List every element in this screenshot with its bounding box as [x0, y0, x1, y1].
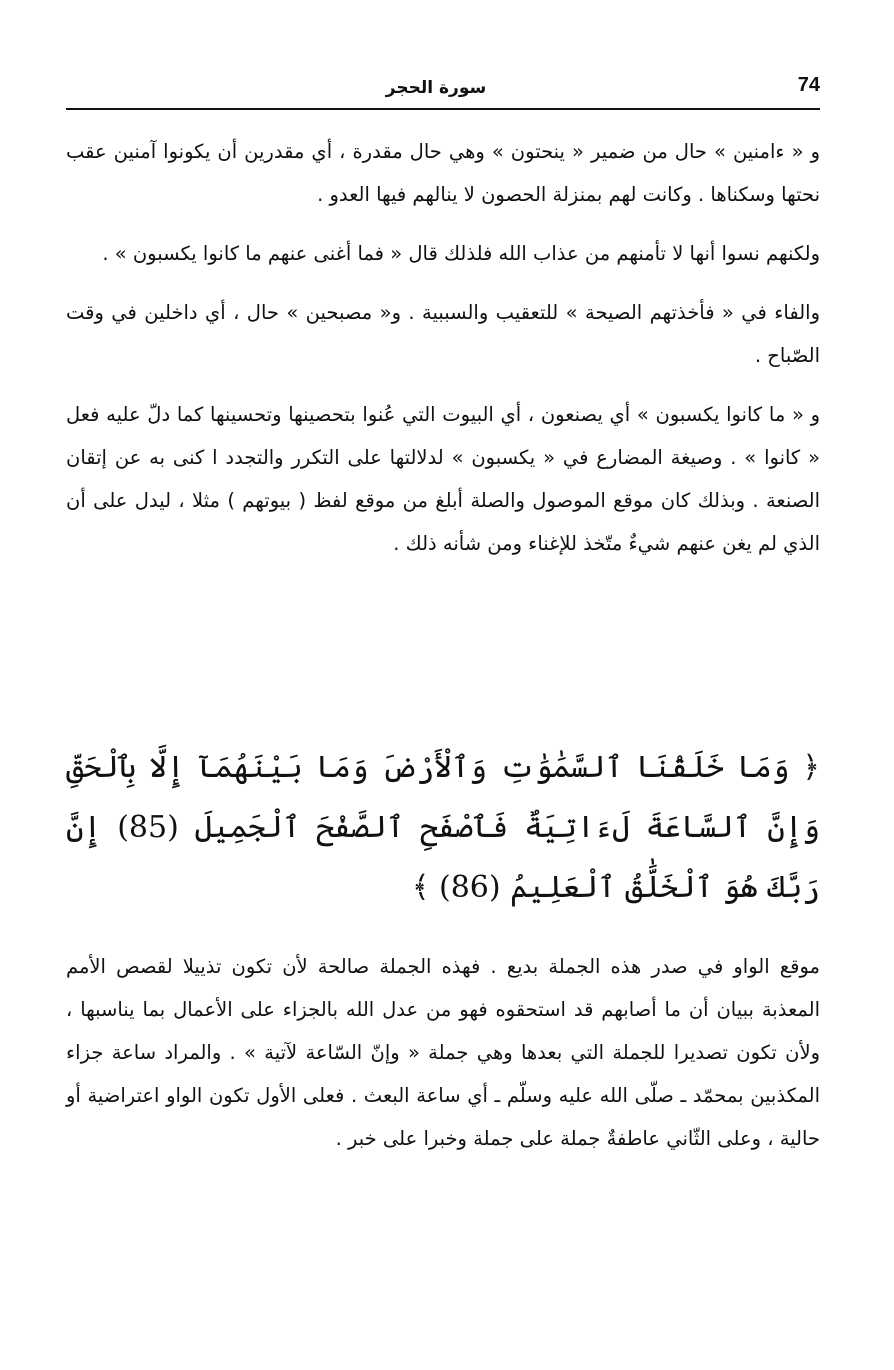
surah-title: سورة الحجر	[385, 78, 487, 98]
quran-verse: ﴿ وَمَا خَلَقْنَا ٱلسَّمَٰوَٰتِ وَٱلْأَرْضَ وَمَا بَيْنَهُمَآ إِلَّا بِٱلْحَقِّ وَإِنَّ ٱلسَّاعَةَ لَءَاتِيَةٌ فَٱصْفَحِ ٱلصَّفْحَ ٱلْجَمِيلَ (85) إِنَّ رَبَّكَ هُوَ ٱلْخَلَّٰقُ ٱلْعَلِيمُ (86) ﴾	[66, 750, 820, 905]
page-number: 74	[797, 74, 820, 96]
commentary-continuation	[66, 945, 820, 1160]
paragraph-3: والفاء في « فأخذتهم الصيحة » للتعقيب والسببية . و« مصبحين » حال ، أي داخلين في وقت الصّباح .	[66, 301, 820, 367]
paragraph-5: موقع الواو في صدر هذه الجملة بديع . فهذه الجملة صالحة لأن تكون تذييلا لقصص الأمم المعذبة ببيان أن ما أصابهم قد استحقوه فهو من عدل الله بالجزاء على الأعمال بما يناسبها ، ولأن تكون تصديرا للجملة التي بعدها وهي جملة « وإنّ السّاعة لآتية » . والمراد ساعة جزاء المكذبين بمحمّد ـ صلّى الله عليه وسلّم ـ أي ساعة البعث . فعلى الأول تكون الواو اعتراضية أو حالية ، وعلى الثّاني عاطفةٌ جملة على جملة وخبرا على خبر .	[66, 955, 820, 1150]
paragraph-1: و « ءامنين » حال من ضمير « ينحتون » وهي حال مقدرة ، أي مقدرين أن يكونوا آمنين عقب نحتها وسكناها . وكانت لهم بمنزلة الحصون لا ينالهم فيها العدو .	[66, 140, 820, 206]
paragraph-4: و « ما كانوا يكسبون » أي يصنعون ، أي البيوت التي عُنوا بتحصينها وتحسينها كما دلّ عليه فعل « كانوا » . وصيغة المضارع في « يكسبون » لدلالتها على التكرر والتجدد ا كنى به عن إتقان الصنعة . وبذلك كان موقع الموصول والصلة أبلغ من موقع لفظ ( بيوتهم ) مثلا ، ليدل على أن الذي لم يغن عنهم شيءٌ متّخذ للإغناء ومن شأنه ذلك .	[66, 403, 820, 555]
header-divider	[66, 108, 820, 110]
commentary-body	[66, 130, 820, 565]
page-header	[66, 74, 820, 106]
paragraph-2: ولكنهم نسوا أنها لا تأمنهم من عذاب الله فلذلك قال « فما أغنى عنهم ما كانوا يكسبون » .	[102, 242, 820, 265]
